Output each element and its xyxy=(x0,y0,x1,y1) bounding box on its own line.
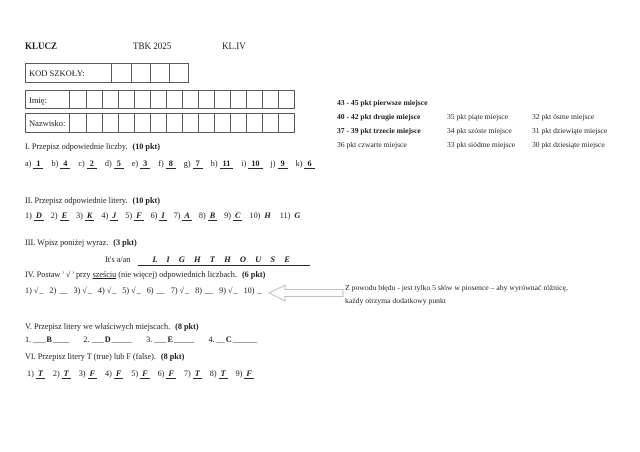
section-4-title-pre: IV. Postaw ' √ ' przy xyxy=(25,270,93,279)
answer-label: 2) xyxy=(52,369,60,378)
first-name-cell xyxy=(166,91,182,108)
prize-place-primary: 40 - 42 pkt drugie miejsce xyxy=(337,111,421,121)
first-name-cell xyxy=(262,91,278,108)
answer-label: g) xyxy=(183,159,191,168)
answer-value: 6 xyxy=(304,159,314,169)
last-name-cell xyxy=(166,114,182,132)
answer-value: F xyxy=(246,369,252,378)
last-name-cell xyxy=(102,114,118,132)
answer-item xyxy=(131,369,149,379)
answer-item xyxy=(236,369,254,379)
answer-line: _ xyxy=(39,286,44,295)
answer-item xyxy=(25,286,43,295)
prize-places-row xyxy=(337,96,637,110)
last-name-cell xyxy=(198,114,214,132)
check-mark: √ xyxy=(33,286,39,295)
answer-item xyxy=(125,211,143,221)
answer-item xyxy=(280,211,303,221)
answer-value: T xyxy=(37,369,43,378)
answer-line: _ xyxy=(185,286,190,295)
answer-label: 8) xyxy=(198,211,206,220)
answer-value: 5 xyxy=(114,159,124,169)
answer-value: T xyxy=(194,369,200,378)
check-mark: √ xyxy=(106,286,112,295)
section-4-heading xyxy=(25,270,265,279)
answer-value: D xyxy=(35,211,42,220)
answer-label: 6) xyxy=(157,369,165,378)
answer-label: i) xyxy=(241,159,247,168)
answer-value: J xyxy=(112,211,117,220)
answer-value: C xyxy=(225,335,232,344)
answer-item xyxy=(219,286,237,295)
answer-label: d) xyxy=(104,159,112,168)
section-4-answers xyxy=(25,286,262,295)
answer-label: 3) xyxy=(78,369,86,378)
prize-place-secondary: 33 pkt siódme miejsce xyxy=(447,139,516,149)
answer-label: 9) xyxy=(219,286,226,295)
prize-place-secondary xyxy=(447,96,532,110)
first-name-table xyxy=(25,90,295,109)
answer-line: _____ xyxy=(173,335,195,344)
answer-line: ___ xyxy=(154,335,167,344)
prize-place-primary: 43 - 45 pkt pierwsze miejsce xyxy=(337,98,428,107)
first-name-cells xyxy=(70,91,294,108)
answer-label: 10) xyxy=(249,211,261,220)
answer-line: __ xyxy=(59,286,68,295)
answer-label: 6) xyxy=(146,286,154,295)
answer-label: 8) xyxy=(209,369,217,378)
answer-line: _____ xyxy=(111,335,133,344)
answer-value: F xyxy=(115,369,122,378)
answer-value: B xyxy=(209,211,216,220)
answer-item xyxy=(244,286,262,295)
answer-label: 6) xyxy=(150,211,158,220)
answer-item xyxy=(208,335,257,344)
answer-label: 10) xyxy=(243,286,255,295)
answer-item xyxy=(25,159,43,169)
document-header xyxy=(25,41,305,53)
last-name-cell xyxy=(230,114,246,132)
prize-place-primary: 37 - 39 pkt trzecie miejsce xyxy=(337,125,421,135)
answer-line: ___ xyxy=(91,335,104,344)
answer-label: 3) xyxy=(76,211,83,220)
section-1-title: I. Przepisz odpowiednie liczby. xyxy=(25,142,128,151)
first-name-cell xyxy=(134,91,150,108)
answer-label: 7) xyxy=(173,211,181,220)
answer-label: 4) xyxy=(104,369,112,378)
prize-place-primary: 36 pkt czwarte miejsce xyxy=(337,139,407,149)
last-name-cell xyxy=(150,114,166,132)
first-name-cell xyxy=(278,91,294,108)
section-2-heading xyxy=(25,196,160,205)
answer-line: _ xyxy=(112,286,117,295)
section-6-title: VI. Przepisz litery T (true) lub F (false). xyxy=(25,352,156,361)
answer-value: H xyxy=(264,211,271,220)
last-name-label: Nazwisko: xyxy=(26,114,70,132)
check-mark: √ xyxy=(227,286,233,295)
section-5-points: (8 pkt) xyxy=(175,322,199,331)
first-name-cell xyxy=(246,91,262,108)
answer-value: E xyxy=(61,211,68,220)
answer-item xyxy=(83,335,132,344)
first-name-cell xyxy=(70,91,86,108)
answer-label: 5) xyxy=(122,286,130,295)
prize-place-tertiary: 30 pkt dziesiąte miejsce xyxy=(532,139,605,149)
answer-value: K xyxy=(86,211,93,220)
answer-value: 10 xyxy=(248,159,262,169)
answer-item xyxy=(158,159,176,169)
answer-item xyxy=(184,159,203,169)
correction-note: Z powodu błędu - jest tylko 5 słów w piosence – aby wyrównać różnicę, każdy otrzyma dodatkowy punkt xyxy=(345,283,568,305)
answer-label: b) xyxy=(51,159,59,168)
prize-place-tertiary: 32 pkt ósme miejsce xyxy=(532,111,595,121)
answer-label: 1. xyxy=(25,335,32,344)
prize-places-row xyxy=(337,138,637,152)
answer-item xyxy=(195,286,213,295)
answer-line: ______ xyxy=(232,335,258,344)
answer-value: I xyxy=(161,211,165,220)
answer-item xyxy=(76,211,94,221)
answer-label: 3. xyxy=(146,335,153,344)
answer-label: 1) xyxy=(27,369,34,378)
section-6-heading xyxy=(25,352,184,361)
answer-value: F xyxy=(168,369,174,378)
answer-label: j) xyxy=(270,159,276,168)
answer-item xyxy=(224,211,242,221)
section-3-points: (3 pkt) xyxy=(113,238,137,247)
answer-item xyxy=(199,211,217,221)
section-1-answers xyxy=(25,159,315,169)
answer-label: k) xyxy=(295,159,303,168)
answer-label: 1) xyxy=(25,286,32,295)
section-2-answers xyxy=(25,211,302,221)
answer-item xyxy=(49,286,67,295)
answer-line: _ xyxy=(136,286,141,295)
prize-place-secondary: 34 pkt szóste miejsce xyxy=(447,125,512,135)
answer-label: 4) xyxy=(97,286,105,295)
doc-class-label: KL.IV xyxy=(222,41,246,51)
answer-label: 2. xyxy=(83,335,90,344)
answer-item xyxy=(51,159,70,169)
answer-item xyxy=(101,211,118,221)
first-name-cell xyxy=(182,91,198,108)
last-name-cell xyxy=(246,114,262,132)
answer-label: e) xyxy=(131,159,139,168)
answer-item xyxy=(174,211,192,221)
answer-item xyxy=(27,369,45,379)
answer-label: 7) xyxy=(183,369,191,378)
answer-item xyxy=(147,286,165,295)
answer-value: T xyxy=(220,369,226,378)
section-2-title: II. Przepisz odpowiednie litery. xyxy=(25,196,128,205)
answer-value: 3 xyxy=(140,159,150,169)
answer-item xyxy=(184,369,202,379)
prize-place-tertiary xyxy=(532,96,637,110)
answer-label: 9) xyxy=(235,369,243,378)
school-code-cell xyxy=(150,64,169,82)
last-name-cell xyxy=(182,114,198,132)
answer-value: 1 xyxy=(33,159,43,169)
answer-item xyxy=(210,369,228,379)
school-code-cells xyxy=(112,64,188,82)
answer-value: 9 xyxy=(278,159,288,169)
prize-places-row xyxy=(337,124,637,138)
answer-line: ____ xyxy=(52,335,70,344)
answer-value: F xyxy=(89,369,95,378)
answer-line: _ xyxy=(257,286,262,295)
answer-label: 2) xyxy=(50,211,58,220)
prize-place-tertiary: 31 pkt dziewiąte miejsce xyxy=(532,125,608,135)
section-1-heading xyxy=(25,142,160,151)
answer-value: 8 xyxy=(166,159,176,169)
answer-item xyxy=(151,211,167,221)
answer-value: 2 xyxy=(87,159,97,169)
answer-item xyxy=(98,286,116,295)
section-5-answers xyxy=(25,335,257,344)
first-name-cell xyxy=(214,91,230,108)
school-code-cell xyxy=(112,64,131,82)
answer-value: 11 xyxy=(220,159,234,169)
answer-label: 11) xyxy=(279,211,291,220)
first-name-cell xyxy=(118,91,134,108)
answer-item xyxy=(25,335,69,344)
sentence-prompt: It's a/an xyxy=(105,255,131,264)
prize-places-table xyxy=(337,96,637,152)
school-code-label: KOD SZKOŁY: xyxy=(26,64,112,82)
school-code-cell xyxy=(131,64,150,82)
answer-item xyxy=(146,335,194,344)
answer-label: a) xyxy=(25,159,32,168)
answer-label: 4. xyxy=(208,335,215,344)
prize-place-secondary: 35 pkt piąte miejsce xyxy=(447,111,508,121)
check-mark: √ xyxy=(82,286,87,295)
answer-label: 4) xyxy=(101,211,109,220)
answer-item xyxy=(73,286,91,295)
answer-item xyxy=(271,159,288,169)
section-3-title: III. Wpisz poniżej wyraz. xyxy=(25,238,109,247)
prize-places-row xyxy=(337,110,637,124)
answer-item xyxy=(211,159,234,169)
left-arrow-icon xyxy=(268,283,344,303)
answer-value: E xyxy=(167,335,173,344)
first-name-cell xyxy=(230,91,246,108)
answer-label: 2) xyxy=(49,286,57,295)
doc-subtitle: TBK 2025 xyxy=(133,41,172,51)
last-name-cell xyxy=(278,114,294,132)
first-name-cell xyxy=(86,91,102,108)
section-1-points: (10 pkt) xyxy=(132,142,160,151)
answer-label: 9) xyxy=(224,211,231,220)
answer-value: F xyxy=(136,211,142,220)
answer-label: h) xyxy=(210,159,218,168)
school-code-cell xyxy=(169,64,188,82)
check-mark: √ xyxy=(131,286,136,295)
answer-line: _ xyxy=(233,286,238,295)
answer-item xyxy=(122,286,140,295)
answer-value: F xyxy=(142,369,148,378)
answer-label: 8) xyxy=(195,286,202,295)
answer-item xyxy=(296,159,315,169)
answer-line: __ xyxy=(216,335,225,344)
answer-label: f) xyxy=(158,159,164,168)
school-code-table xyxy=(25,63,189,83)
section-6-answers xyxy=(27,369,254,379)
section-2-points: (10 pkt) xyxy=(132,196,160,205)
last-name-cells xyxy=(70,114,294,132)
section-4-points: (6 pkt) xyxy=(241,270,266,279)
answer-line: __ xyxy=(156,286,165,295)
answer-label: 5) xyxy=(125,211,133,220)
answer-value: D xyxy=(104,335,111,344)
section-6-points: (8 pkt) xyxy=(160,352,185,361)
answer-item xyxy=(241,159,262,169)
check-mark: √ xyxy=(179,286,185,295)
answer-line: ___ xyxy=(33,335,46,344)
answer-item xyxy=(249,211,272,221)
first-name-label: Imię: xyxy=(26,91,70,108)
answer-item xyxy=(25,211,44,221)
answer-item xyxy=(132,159,150,169)
answer-underline xyxy=(138,254,310,266)
answer-line: __ xyxy=(204,286,214,295)
answer-label: 5) xyxy=(131,369,139,378)
answer-item xyxy=(78,159,96,169)
last-name-cell xyxy=(118,114,134,132)
answer-value: 7 xyxy=(193,159,203,169)
answer-value: 4 xyxy=(60,159,70,169)
section-5-heading xyxy=(25,322,199,331)
section-5-title: V. Przepisz litery we właściwych miejscach. xyxy=(25,322,171,331)
answer-item xyxy=(171,286,189,295)
answer-item xyxy=(53,369,71,379)
first-name-cell xyxy=(102,91,118,108)
first-name-cell xyxy=(198,91,214,108)
answer-value: T xyxy=(63,369,69,378)
last-name-cell xyxy=(262,114,278,132)
section-3-answer-row xyxy=(105,254,310,266)
last-name-cell xyxy=(214,114,230,132)
answer-label: 1) xyxy=(25,211,32,220)
doc-title: KLUCZ xyxy=(25,41,58,51)
lighthouse-answer: L I G H T H O U S E xyxy=(152,254,294,264)
answer-item xyxy=(105,159,124,169)
section-4-title-post: (nie więcej) odpowiednich liczbach. xyxy=(116,270,237,279)
answer-value: A xyxy=(184,211,190,220)
answer-value: G xyxy=(294,211,301,220)
answer-line: _ xyxy=(87,286,92,295)
answer-label: c) xyxy=(78,159,85,168)
first-name-cell xyxy=(150,91,166,108)
answer-label: 7) xyxy=(170,286,178,295)
answer-item xyxy=(51,211,69,221)
answer-label: 3) xyxy=(73,286,81,295)
answer-item xyxy=(79,369,97,379)
section-4-underlined-word: sześciu xyxy=(92,270,117,279)
answer-value: B xyxy=(46,335,52,344)
last-name-cell xyxy=(86,114,102,132)
last-name-cell xyxy=(70,114,86,132)
answer-item xyxy=(158,369,176,379)
last-name-table xyxy=(25,113,295,133)
answer-value: C xyxy=(235,211,241,220)
last-name-cell xyxy=(134,114,150,132)
section-3-heading xyxy=(25,238,137,247)
answer-item xyxy=(105,369,123,379)
